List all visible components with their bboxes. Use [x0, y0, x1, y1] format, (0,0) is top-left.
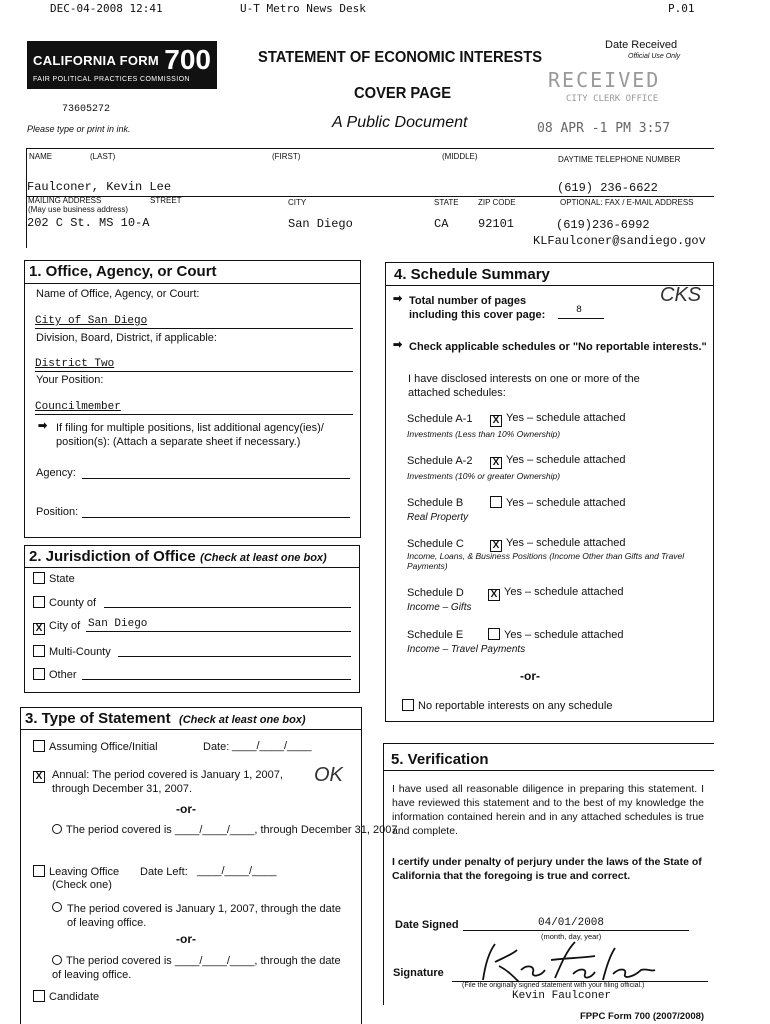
leaving-label: Leaving Office: [49, 866, 120, 878]
official-use-label: Official Use Only: [628, 53, 681, 60]
leaving-opt1-radio-wrap: [52, 902, 66, 914]
schedule-c-yes: Yes – schedule attached: [506, 537, 626, 549]
multi-position-note: If filing for multiple positions, list additional agency(ies)/ position(s): (Attach a separate sheet if necessary.): [56, 422, 324, 448]
office-name-value: City of San Diego: [35, 315, 148, 327]
no-reportable-label: No reportable interests on any schedule: [418, 700, 613, 712]
period-prefix: The period covered is: [66, 824, 172, 836]
fax-value: (619)236-6992: [556, 218, 650, 232]
no-reportable-option: [402, 699, 612, 712]
position2-label: Position:: [36, 506, 79, 518]
schedule-b-checkbox[interactable]: [490, 496, 502, 508]
schedule-d-desc: Income – Gifts: [407, 602, 472, 613]
or-separator-1: -or-: [176, 802, 196, 816]
schedule-d-yes: Yes – schedule attached: [504, 586, 624, 598]
assuming-office-option: [33, 740, 158, 753]
zip-value: 92101: [478, 217, 515, 231]
candidate-checkbox[interactable]: [33, 990, 45, 1002]
section3-note: (Check at least one box): [179, 714, 306, 726]
schedule-e-name: Schedule E: [407, 629, 464, 641]
filer-phone: (619) 236-6622: [557, 181, 658, 195]
state-checkbox[interactable]: [33, 572, 45, 584]
total-pages-label: Total number of pages including this cover page:: [409, 295, 546, 321]
form-footer-id: FPPC Form 700 (2007/2008): [580, 1011, 705, 1022]
county-checkbox[interactable]: [33, 596, 45, 608]
date-signed-value: 04/01/2008: [538, 917, 605, 929]
signature-image: [455, 940, 705, 988]
or-separator-2: -or-: [176, 932, 196, 946]
schedule-a2-checkbox[interactable]: X: [490, 457, 502, 469]
signature-note: (File the originally signed statement with your filing official.): [462, 982, 645, 989]
logo-title: CALIFORNIA FORM: [33, 53, 160, 68]
assuming-date-blank: ____/____/____: [232, 740, 312, 752]
section2-heading: [29, 548, 327, 566]
or-separator-schedules: -or-: [520, 669, 540, 683]
position-label: Your Position:: [36, 374, 104, 386]
form-logo: [27, 41, 217, 89]
statement-title: STATEMENT OF ECONOMIC INTERESTS: [258, 49, 543, 66]
phone-label: DAYTIME TELEPHONE NUMBER: [558, 155, 681, 164]
disclosed-text: I have disclosed interests on one or more of the attached schedules:: [408, 373, 640, 399]
leaving-opt2-blank: ____/____/____: [174, 955, 255, 967]
candidate-option: [33, 990, 99, 1003]
annual-text: Annual: The period covered is January 1, 2007, through December 31, 2007.: [52, 769, 283, 795]
period-option: [52, 823, 401, 837]
schedule-b-yes: Yes – schedule attached: [506, 497, 626, 509]
verification-para2: I certify under penalty of perjury under the laws of the State of California that the foregoing is true and correct.: [392, 856, 702, 882]
leaving-opt2-radio[interactable]: [52, 955, 62, 965]
jurisdiction-state: [33, 572, 75, 585]
schedule-e-checkbox[interactable]: [488, 628, 500, 640]
fax-sender: U-T Metro News Desk: [240, 2, 366, 15]
zip-label: ZIP CODE: [478, 198, 516, 207]
signer-name: Kevin Faulconer: [512, 990, 612, 1002]
section4-title: 4. Schedule Summary: [394, 266, 550, 283]
schedule-b-desc: Real Property: [407, 512, 469, 523]
annual-option: [33, 768, 49, 783]
jurisdiction-other: [33, 668, 77, 681]
schedule-a1-name: Schedule A-1: [407, 413, 473, 425]
signature-label: Signature: [393, 967, 444, 979]
schedule-d-checkbox[interactable]: X: [488, 589, 500, 601]
street-value: 202 C St. MS 10-A: [27, 216, 150, 230]
logo-subtitle: FAIR POLITICAL PRACTICES COMMISSION: [33, 76, 190, 83]
street-label: STREET: [150, 196, 182, 205]
section3-title: 3. Type of Statement: [25, 710, 171, 727]
received-stamp: RECEIVED: [548, 68, 661, 92]
assuming-checkbox[interactable]: [33, 740, 45, 752]
section3-heading: [25, 710, 306, 728]
division-value: District Two: [35, 358, 115, 370]
schedule-a1-yes: Yes – schedule attached: [506, 412, 626, 424]
fax-page: P.01: [668, 2, 695, 15]
schedule-a2-desc: Investments (10% or greater Ownership): [407, 471, 561, 481]
other-label-text: Other: [49, 669, 77, 681]
check-applicable: Check applicable schedules or "No reportable interests.": [409, 341, 707, 353]
date-format-note: (month, day, year): [541, 932, 602, 941]
period-radio[interactable]: [52, 824, 62, 834]
schedule-c-desc: Income, Loans, & Business Positions (Income Other than Gifts and Travel Payments): [407, 551, 685, 571]
leaving-checkbox[interactable]: [33, 865, 45, 877]
arrow-icon-check: ➡: [393, 339, 403, 351]
schedule-e-option: [488, 628, 623, 641]
initials-mark: CKS: [660, 284, 702, 306]
schedule-c-option: [490, 537, 625, 552]
optional-label: OPTIONAL: FAX / E-MAIL ADDRESS: [560, 198, 694, 207]
leaving-opt2: [52, 954, 342, 982]
city-label: CITY: [288, 198, 307, 207]
agency-label: Agency:: [36, 467, 76, 479]
state-value: CA: [434, 217, 449, 231]
check-one: (Check one): [52, 879, 112, 891]
cover-page-title: COVER PAGE: [354, 85, 452, 102]
position-value: Councilmember: [35, 401, 121, 413]
date-left-label: Date Left:: [140, 866, 188, 878]
annual-checkbox[interactable]: X: [33, 771, 45, 783]
ok-mark: OK: [314, 764, 343, 786]
county-label-text: County of: [49, 597, 97, 609]
schedule-c-name: Schedule C: [407, 538, 464, 550]
jurisdiction-multi-county: [33, 645, 111, 658]
schedule-b-option: [490, 496, 625, 509]
jurisdiction-city: [33, 620, 80, 635]
jurisdiction-county: [33, 596, 96, 609]
state-label: STATE: [434, 198, 459, 207]
period-blank: ____/____/____: [174, 824, 255, 836]
multi-county-checkbox[interactable]: [33, 645, 45, 657]
schedule-d-option: [488, 586, 623, 601]
schedule-a1-desc: Investments (Less than 10% Ownership): [407, 429, 561, 439]
city-value: San Diego: [288, 217, 353, 231]
schedule-d-name: Schedule D: [407, 587, 464, 599]
filer-name: Faulconer, Kevin Lee: [27, 180, 172, 194]
date-left-blank: ____/____/____: [197, 865, 277, 877]
city-label-text: City of: [49, 620, 81, 632]
section-office-agency: [24, 260, 361, 538]
public-document: A Public Document: [332, 114, 468, 131]
schedule-c-checkbox[interactable]: X: [490, 540, 502, 552]
other-checkbox[interactable]: [33, 668, 45, 680]
arrow-icon: ➡: [38, 420, 48, 432]
state-label-text: State: [49, 573, 75, 585]
city-checkbox[interactable]: X: [33, 623, 45, 635]
please-type: Please type or print in ink.: [27, 124, 131, 134]
mailing-sub: (May use business address): [28, 205, 129, 214]
leaving-opt2-suffix: , through the date of leaving office.: [52, 955, 341, 981]
logo-number: 700: [164, 44, 211, 75]
file-number: 73605272: [62, 104, 111, 115]
date-received-label: Date Received: [605, 39, 678, 51]
section2-note: (Check at least one box): [200, 552, 327, 564]
schedule-a1-checkbox[interactable]: X: [490, 415, 502, 427]
candidate-label: Candidate: [49, 991, 100, 1003]
verification-para1: I have used all reasonable diligence in preparing this statement. I have reviewed this statement and to the best of my knowledge the information contained herein and in any attached schedules is true and complete.: [392, 783, 704, 837]
schedule-a2-name: Schedule A-2: [407, 455, 473, 467]
section1-title: 1. Office, Agency, or Court: [29, 263, 217, 280]
multi-county-label-text: Multi-County: [49, 646, 111, 658]
name-label: NAME: [29, 152, 53, 161]
leaving-office-option: [33, 865, 119, 878]
stamp-date: 08 APR -1 PM 3:57: [537, 121, 671, 136]
total-pages-value: 8: [576, 305, 583, 316]
schedule-e-desc: Income – Travel Payments: [407, 644, 526, 655]
leaving-opt1-radio[interactable]: [52, 902, 62, 912]
office-name-label: Name of Office, Agency, or Court:: [36, 288, 200, 300]
date-signed-label: Date Signed: [395, 919, 459, 931]
arrow-icon-pages: ➡: [393, 293, 403, 305]
schedule-b-name: Schedule B: [407, 497, 464, 509]
leaving-opt2-prefix: The period covered is: [66, 955, 172, 967]
city-of-value: San Diego: [88, 618, 148, 630]
first-label: (FIRST): [272, 152, 301, 161]
assuming-date-label: Date:: [203, 741, 230, 753]
fax-datetime: DEC-04-2008 12:41: [50, 2, 163, 15]
section2-title: 2. Jurisdiction of Office: [29, 548, 196, 565]
section5-title: 5. Verification: [391, 751, 489, 768]
assuming-label: Assuming Office/Initial: [49, 741, 158, 753]
mailing-label: MAILING ADDRESS: [28, 196, 102, 205]
last-label: (LAST): [90, 152, 116, 161]
leaving-opt1-text: The period covered is January 1, 2007, through the date of leaving office.: [67, 903, 341, 929]
division-label: Division, Board, District, if applicable:: [36, 332, 217, 344]
schedule-e-yes: Yes – schedule attached: [504, 629, 624, 641]
no-reportable-checkbox[interactable]: [402, 699, 414, 711]
schedule-a2-yes: Yes – schedule attached: [506, 454, 626, 466]
middle-label: (MIDDLE): [442, 152, 478, 161]
period-suffix: , through December 31, 2007.: [254, 824, 401, 836]
schedule-a1-option: [490, 412, 625, 427]
schedule-a2-option: [490, 454, 625, 469]
email-value: KLFaulconer@sandiego.gov: [533, 234, 706, 248]
stamp-office: CITY CLERK OFFICE: [566, 94, 659, 104]
